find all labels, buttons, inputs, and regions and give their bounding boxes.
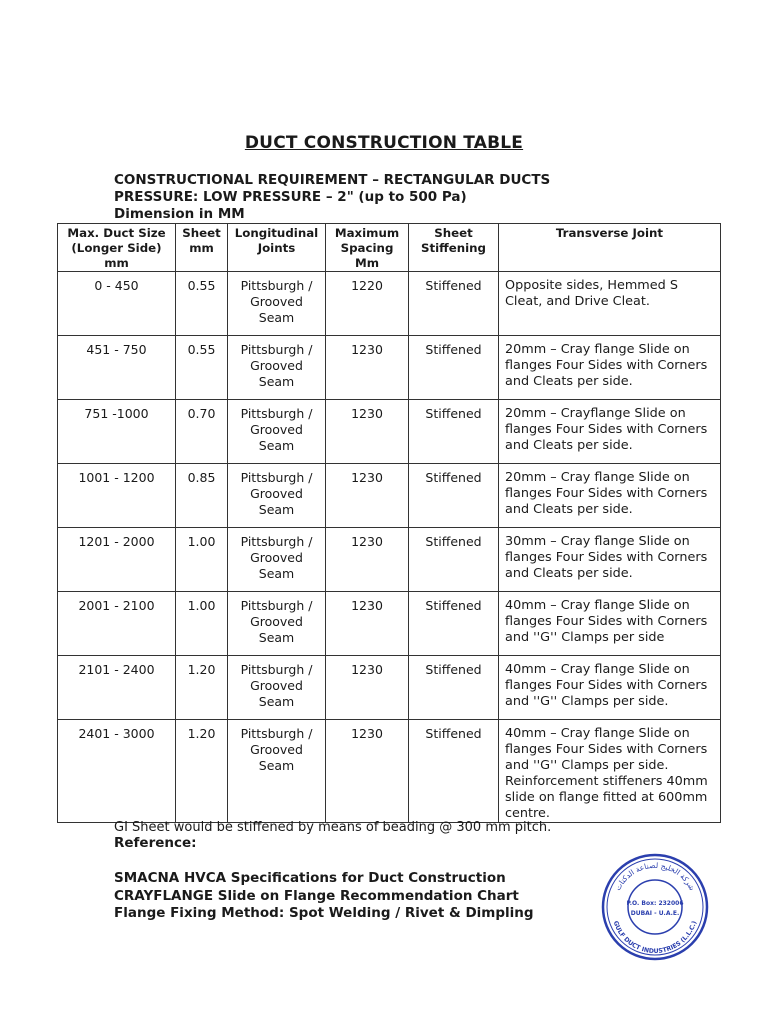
transverse-joint-cell: 30mm – Cray flange Slide on flanges Four Sides with Corners and Cleats per side. [499,528,721,592]
stiffening-cell: Stiffened [409,720,499,823]
spacing-cell: 1230 [326,528,409,592]
longitudinal-joint-cell: Pittsburgh / Grooved Seam [228,656,326,720]
stiffening-cell: Stiffened [409,656,499,720]
spacing-cell: 1230 [326,400,409,464]
longitudinal-joint-cell: Pittsburgh / Grooved Seam [228,400,326,464]
sheet-cell: 0.85 [176,464,228,528]
spacing-cell: 1220 [326,272,409,336]
longitudinal-joint-cell: Pittsburgh / Grooved Seam [228,464,326,528]
duct-size-cell: 0 - 450 [58,272,176,336]
duct-size-cell: 751 -1000 [58,400,176,464]
transverse-joint-cell: 40mm – Cray flange Slide on flanges Four Sides with Corners and ''G'' Clamps per side. [499,656,721,720]
spacing-cell: 1230 [326,592,409,656]
spacing-cell: 1230 [326,464,409,528]
table-body [58,272,721,823]
header-max-duct-size: Max. Duct Size (Longer Side) mm [58,224,176,272]
stiffening-note: GI Sheet would be stiffened by means of beading @ 300 mm pitch. [114,820,552,835]
duct-size-cell: 1001 - 1200 [58,464,176,528]
stiffening-cell: Stiffened [409,528,499,592]
sheet-cell: 1.20 [176,720,228,823]
duct-size-cell: 2401 - 3000 [58,720,176,823]
table-row [58,528,721,592]
table-row [58,336,721,400]
stiffening-cell: Stiffened [409,336,499,400]
stiffening-cell: Stiffened [409,464,499,528]
subheading-dimension: Dimension in MM [114,206,245,222]
transverse-joint-cell: 20mm – Cray flange Slide on flanges Four Sides with Corners and Cleats per side. [499,336,721,400]
duct-size-cell: 451 - 750 [58,336,176,400]
spacing-cell: 1230 [326,336,409,400]
table-row [58,272,721,336]
sheet-cell: 0.70 [176,400,228,464]
longitudinal-joint-cell: Pittsburgh / Grooved Seam [228,528,326,592]
header-sheet: Sheet mm [176,224,228,272]
subheading-pressure: PRESSURE: LOW PRESSURE – 2" (up to 500 Pa) [114,189,467,205]
subheading-requirement: CONSTRUCTIONAL REQUIREMENT – RECTANGULAR DUCTS [114,172,551,188]
stiffening-cell: Stiffened [409,592,499,656]
header-transverse-joint: Transverse Joint [499,224,721,272]
longitudinal-joint-cell: Pittsburgh / Grooved Seam [228,336,326,400]
duct-size-cell: 1201 - 2000 [58,528,176,592]
reference-list [114,870,534,923]
stamp-company-text: GULF DUCT INDUSTRIES (L.L.C.) [611,920,699,956]
spacing-cell: 1230 [326,656,409,720]
header-longitudinal-joints: Longitudinal Joints [228,224,326,272]
header-sheet-stiffening: Sheet Stiffening [409,224,499,272]
stamp-center-ring [628,880,682,934]
transverse-joint-cell: 20mm – Cray flange Slide on flanges Four Sides with Corners and Cleats per side. [499,464,721,528]
reference-item: SMACNA HVCA Specifications for Duct Construction [114,870,506,886]
longitudinal-joint-cell: Pittsburgh / Grooved Seam [228,592,326,656]
sheet-cell: 0.55 [176,272,228,336]
company-stamp [600,852,710,962]
reference-item: Flange Fixing Method: Spot Welding / Rivet & Dimpling [114,905,534,921]
table-row [58,720,721,823]
transverse-joint-cell: 40mm – Cray flange Slide on flanges Four Sides with Corners and ''G'' Clamps per side [499,592,721,656]
longitudinal-joint-cell: Pittsburgh / Grooved Seam [228,720,326,823]
stamp-outer-ring [603,855,707,959]
sheet-cell: 1.20 [176,656,228,720]
table-header [58,224,721,272]
transverse-joint-cell: Opposite sides, Hemmed S Cleat, and Drive Cleat. [499,272,721,336]
stamp-arabic-text: شركة الخليج لصناعة الدكتات [613,860,697,892]
table-row [58,400,721,464]
header-maximum-spacing: Maximum Spacing Mm [326,224,409,272]
transverse-joint-cell: 20mm – Crayflange Slide on flanges Four Sides with Corners and Cleats per side. [499,400,721,464]
sheet-cell: 1.00 [176,592,228,656]
stamp-city: DUBAI - U.A.E. [630,910,680,917]
duct-size-cell: 2001 - 2100 [58,592,176,656]
table-row [58,592,721,656]
duct-construction-table [57,223,721,823]
reference-item: CRAYFLANGE Slide on Flange Recommendation Chart [114,887,519,904]
stiffening-cell: Stiffened [409,272,499,336]
document-title: DUCT CONSTRUCTION TABLE [244,133,524,153]
table-row [58,656,721,720]
reference-label: Reference: [114,835,197,851]
sheet-cell: 1.00 [176,528,228,592]
stamp-inner-ring [607,859,703,955]
longitudinal-joint-cell: Pittsburgh / Grooved Seam [228,272,326,336]
table-row [58,464,721,528]
stiffening-cell: Stiffened [409,400,499,464]
stamp-pobox: P.O. Box: 232006 [626,900,684,907]
sheet-cell: 0.55 [176,336,228,400]
spacing-cell: 1230 [326,720,409,823]
duct-size-cell: 2101 - 2400 [58,656,176,720]
transverse-joint-cell: 40mm – Cray flange Slide on flanges Four Sides with Corners and ''G'' Clamps per side. Reinforcement stiffeners 40mm slide on flange fitted at 600mm centre. [499,720,721,823]
